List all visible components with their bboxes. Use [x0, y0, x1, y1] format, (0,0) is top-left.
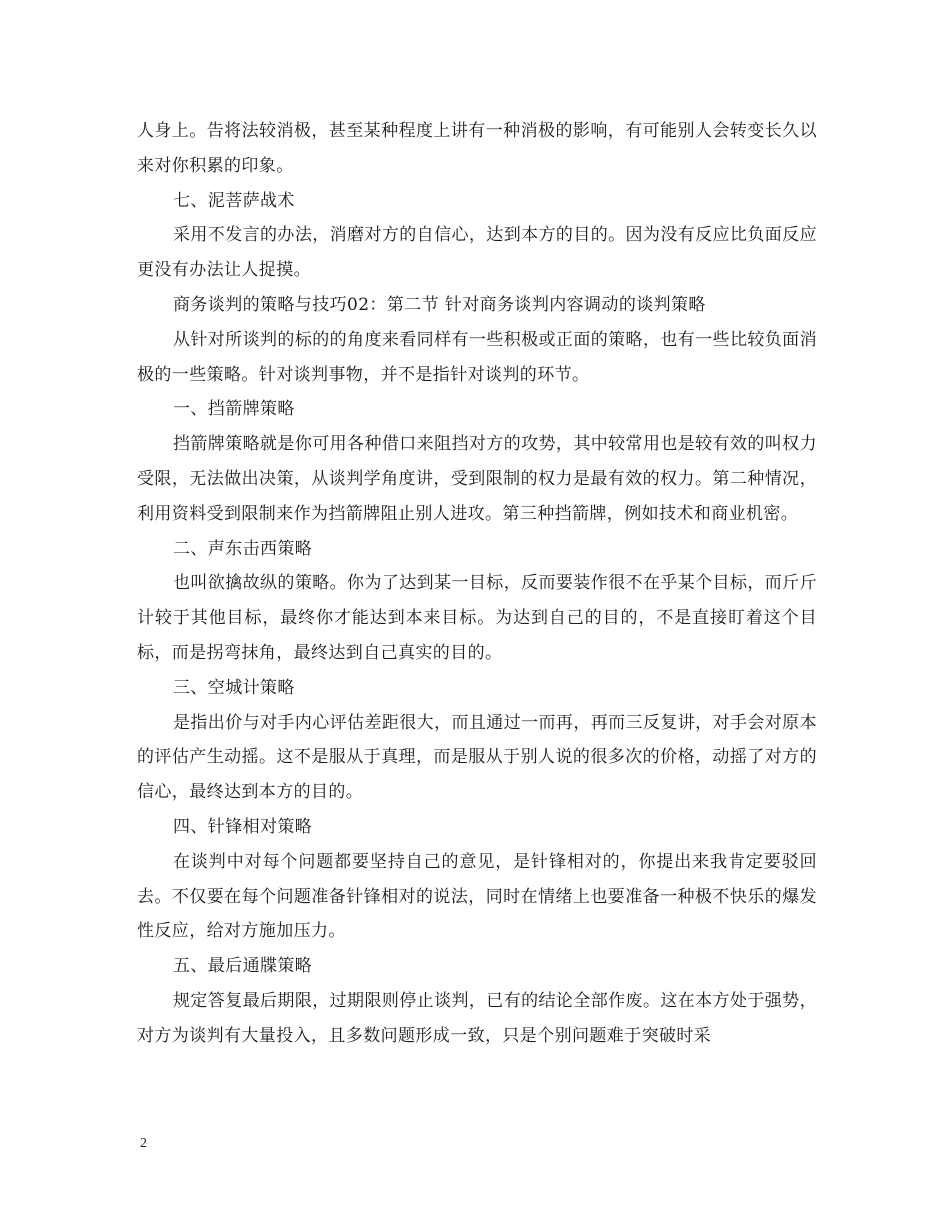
- section-heading-three: 三、空城计策略: [173, 677, 295, 698]
- paragraph-body: 采用不发言的办法，消磨对方的自信心，达到本方的目的。因为没有反应比负面反应更没有办法让人捉摸。: [137, 225, 817, 281]
- section-heading-one: 一、挡箭牌策略: [173, 399, 295, 420]
- paragraph-body: 是指出价与对手内心评估差距很大，而且通过一而再，再而三反复讲，对手会对原本的评估产生动摇。这不是服从于真理，而是服从于别人说的很多次的价格，动摇了对方的信心，最终达到本方的目的。: [137, 712, 817, 803]
- paragraph-body: 规定答复最后期限，过期限则停止谈判，已有的结论全部作废。这在本方处于强势，对方为谈判有大量投入，且多数问题形成一致，只是个别问题难于突破时采: [137, 990, 817, 1046]
- section-heading-two: 二、声东击西策略: [173, 538, 313, 559]
- page-content: [137, 114, 817, 1054]
- section-heading-part-two: 商务谈判的策略与技巧02：第二节 针对商务谈判内容调动的谈判策略: [173, 294, 706, 315]
- section-heading-seven: 七、泥菩萨战术: [173, 190, 295, 211]
- paragraph-continuation: 人身上。告将法较消极，甚至某种程度上讲有一种消极的影响，有可能别人会转变长久以来对你积累的印象。: [137, 121, 817, 176]
- paragraph-body: 也叫欲擒故纵的策略。你为了达到某一目标，反而要装作很不在乎某个目标，而斤斤计较于其他目标，最终你才能达到本来目标。为达到自己的目的，不是直接盯着这个目标，而是拐弯抹角，最终达到自己真实的目的。: [137, 573, 817, 663]
- paragraph-body: 挡箭牌策略就是你可用各种借口来阻挡对方的攻势，其中较常用也是较有效的叫权力受限，无法做出决策，从谈判学角度讲，受到限制的权力是最有效的权力。第二种情况，利用资料受到限制来作为挡箭牌阻止别人进攻。第三种挡箭牌，例如技术和商业机密。: [137, 434, 817, 524]
- paragraph-body: 从针对所谈判的标的的角度来看同样有一些积极或正面的策略，也有一些比较负面消极的一些策略。针对谈判事物，并不是指针对谈判的环节。: [137, 329, 817, 385]
- section-heading-four: 四、针锋相对策略: [173, 816, 313, 837]
- paragraph-body: 在谈判中对每个问题都要坚持自己的意见，是针锋相对的，你提出来我肯定要驳回去。不仅要在每个问题准备针锋相对的说法，同时在情绪上也要准备一种极不快乐的爆发性反应，给对方施加压力。: [137, 851, 817, 942]
- page-number: 2: [140, 1136, 147, 1151]
- section-heading-five: 五、最后通牒策略: [173, 956, 313, 977]
